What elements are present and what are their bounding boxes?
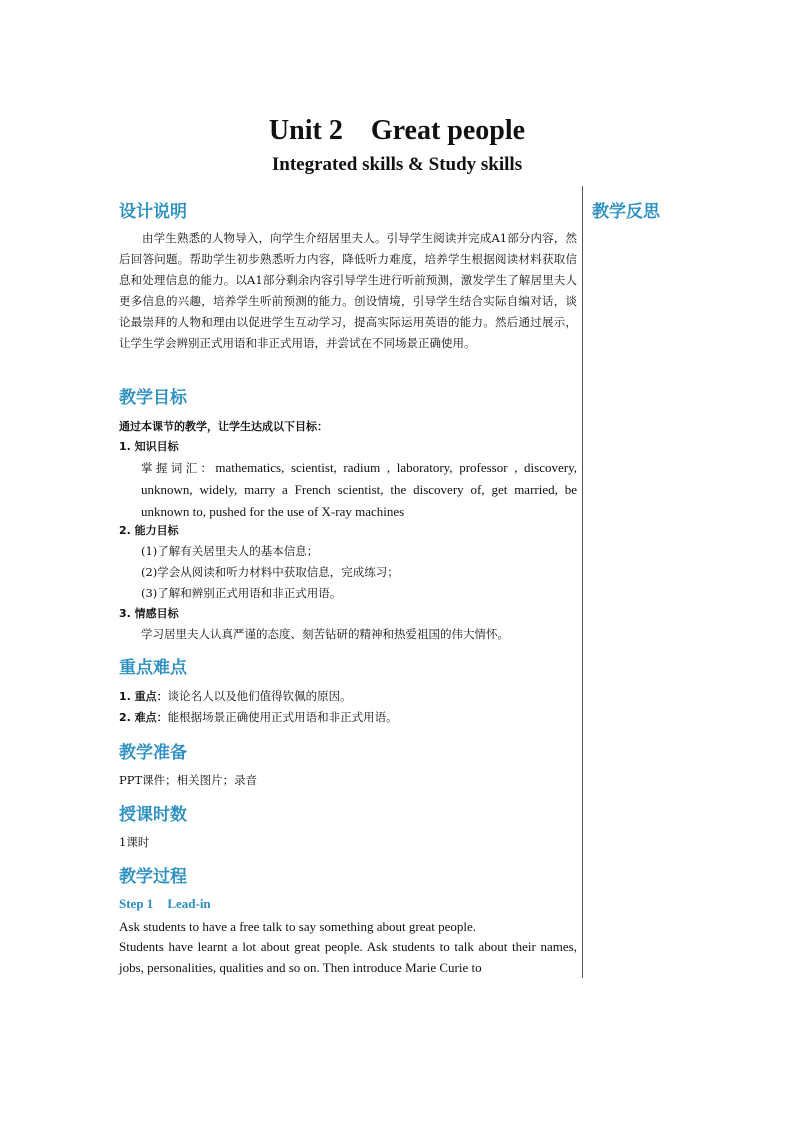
difficult-point-label: 2. 难点：: [119, 711, 168, 724]
ability-item-1: (1)了解有关居里夫人的基本信息；: [141, 544, 319, 558]
key-points-heading: 重点难点: [119, 658, 187, 678]
key-point-line: [119, 686, 352, 707]
design-heading: 设计说明: [119, 202, 187, 222]
step-number: Step 1: [119, 896, 154, 911]
process-heading: 教学过程: [119, 867, 187, 887]
column-divider: [582, 186, 583, 978]
goals-heading: 教学目标: [119, 388, 187, 408]
preparation-text: PPT课件；相关图片；录音: [119, 773, 258, 787]
key-point-text: 谈论名人以及他们值得钦佩的原因。: [167, 689, 352, 703]
process-paragraph-2: Students have learnt a lot about great people. Ask students to talk about their names, jobs, personalities, qualities and so on. Then introduce Marie Curie to: [119, 939, 577, 975]
difficult-point-line: [119, 707, 398, 728]
preparation-heading: 教学准备: [119, 743, 187, 763]
class-hours-text: 1课时: [119, 835, 150, 849]
step-1-heading: [119, 896, 211, 912]
key-point-label: 1. 重点：: [119, 690, 168, 703]
knowledge-goal-label: 1. 知识目标: [119, 440, 179, 453]
process-paragraph-1: Ask students to have a free talk to say something about great people.: [119, 919, 477, 934]
vocab-list: mathematics, scientist, radium , laboratory, professor , discovery, unknown, widely, marry a French scientist, the discovery of, get married, be unknown to, pushed for the use of X-ray machines: [141, 460, 578, 519]
ability-item-2: (2)学会从阅读和听力材料中获取信息，完成练习；: [141, 565, 399, 579]
emotion-goal-text: 学习居里夫人认真严谨的态度、刻苦钻研的精神和热爱祖国的伟大情怀。: [141, 627, 509, 641]
emotion-goal-label: 3. 情感目标: [119, 607, 179, 620]
ability-goal-label: 2. 能力目标: [119, 524, 179, 537]
ability-item-3: (3)了解和辨别正式用语和非正式用语。: [141, 586, 342, 600]
difficult-point-text: 能根据场景正确使用正式用语和非正式用语。: [167, 710, 398, 724]
step-name: Lead-in: [167, 896, 211, 911]
goals-intro: 通过本课节的教学，让学生达成以下目标：: [119, 420, 328, 433]
class-hours-heading: 授课时数: [119, 805, 187, 825]
vocab-prefix: 掌握词汇：: [141, 461, 216, 475]
reflection-heading: 教学反思: [592, 202, 660, 222]
document-subtitle: Integrated skills & Study skills: [271, 154, 523, 175]
knowledge-goal-text: [119, 457, 577, 523]
document-title: Unit 2 Great people: [268, 115, 526, 146]
design-text: 由学生熟悉的人物导入，向学生介绍居里夫人。引导学生阅读并完成A1部分内容，然后回答问题。帮助学生初步熟悉听力内容，降低听力难度，培养学生根据阅读材料获取信息和处理信息的能力。以A1部分剩余内容引导学生进行听前预测，激发学生了解居里夫人更多信息的兴趣，培养学生听前预测的能力。创设情境，引导学生结合实际自编对话，谈论最崇拜的人物和理由以促进学生互动学习，提高实际运用英语的能力。然后通过展示，让学生学会辨别正式用语和非正式用语，并尝试在不同场景正确使用。: [119, 231, 577, 350]
